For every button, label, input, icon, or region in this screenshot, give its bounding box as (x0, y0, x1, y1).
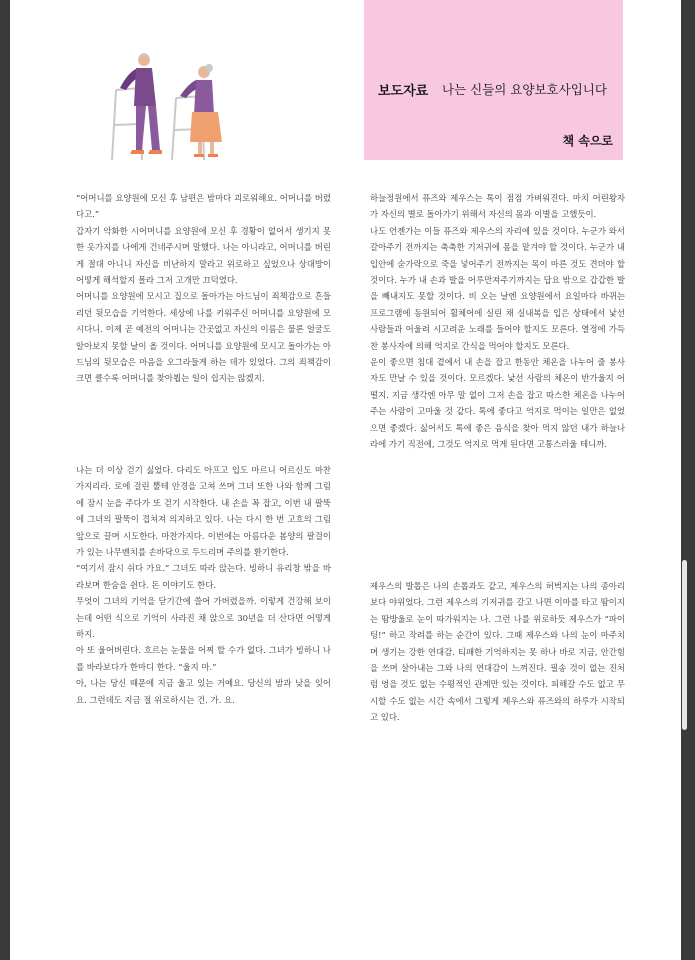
elderly-walker-figures-icon (106, 50, 226, 162)
scrollbar-thumb[interactable] (682, 560, 687, 730)
press-label: 보도자료 (378, 84, 429, 99)
left-column-upper (76, 190, 331, 387)
header-panel (364, 0, 623, 160)
paragraph: 무엇이 그녀의 기억을 닫기간에 쓸어 가버렸을까. 이렇게 건강해 보이는데 어떤 식으로 기억이 사라진 채 앉으로 30년을 더 산다면 어떻게 하지. (76, 596, 331, 640)
document-page (10, 0, 681, 960)
section-label: 책 속으로 (562, 134, 613, 148)
paragraph: 갑자기 악화한 시어머니를 요양원에 모신 후 경황이 없어서 생기지 못한 옷가지를 나에게 건네주시며 말했다. 나는 아니라고, 어머니를 버린 게 절대 아니니 자신을 비난하지 말라고 위로하고 싶었으나 상대방이 어떻게 해석할지 몰라 그저 고개만 끄덕였다. (76, 225, 331, 286)
headline: 나는 신들의 요양보호사입니다 (442, 82, 607, 97)
right-column-upper (370, 190, 625, 453)
paragraph: 운이 좋으면 침대 곁에서 내 손을 잡고 한동안 체온을 나누어 줄 봉사자도 만날 수 있을 것이다. 모르겠다. 낯선 사람의 체온이 반가울지 어떨지. 지금 생각엔 아무 말 없이 그저 손을 잡고 따스한 체온을 나누어 주는 사람이 고마울 것 같다. 톡에 좋다고 억지로 먹이는 일만은 없었으면 좋겠다. 싫어서도 톡에 좋은 음식을 찾아 먹지 않던 내가 하늘나라에 가기 직전에, 그것도 억지로 먹게 된다면 고통스러울 테니까. (370, 357, 625, 450)
paragraph: 어머니를 요양원에 모시고 집으로 돌아가는 아드님이 죄책감으로 흔들리던 뒷모습을 기억한다. 세상에 나를 키워주신 어머니를 요양원에 모시다니. 이제 곧 예전의 어머니는 간곳없고 자신의 이름은 물론 얼굴도 알아보지 못할 날이 올 것이다. 어머니를 요양원에 모시고 돌아가는 아드님의 뒷모습은 마음을 오그라들게 하는 데가 있었다. 그의 죄책감이 크면 클수록 어머니를 찾아뵙는 일이 쉽지는 않겠지. (76, 291, 331, 384)
paragraph: 하늘정원에서 퓨즈와 제우스는 톡이 점점 가벼워진다. 마치 어린왕자가 자신의 별로 돌아가기 위해서 자신의 몸과 이별을 고했듯이. (370, 193, 625, 220)
paragraph: 아 또 울어버린다. 흐르는 눈물을 어찌 할 수가 없다. 그녀가 빙하니 나를 바라보다가 한마디 한다. “울지 마.” (76, 645, 331, 672)
left-column-lower (76, 462, 331, 708)
paragraph: “어머니를 요양원에 모신 후 남편은 밤마다 괴로워해요. 어머니를 버렸다고.” (76, 193, 331, 220)
paragraph: 아, 나는 당신 때문에 지금 울고 있는 거예요. 당신의 밤과 낮을 잊어요. 그런데도 지금 절 위로하시는 건. 가. 요. (76, 678, 331, 705)
paragraph: “여기서 잠시 쉬다 가요.” 그녀도 따라 앉는다. 빙하니 유리창 밖을 바라보며 한숨을 쉰다. 돈 이야기도 한다. (76, 563, 331, 590)
paragraph: 제우스의 발톱은 나의 손톱과도 같고, 제우스의 허벅지는 나의 종아리보다 야위었다. 그런 제우스의 기저귀를 갈고 나면 이마를 타고 땀이지는 땀방울로 눈이 따가워지는 나. 그런 나를 위로하듯 제우스가 “파이팅!” 하고 작려를 하는 순간이 있다. 그때 제우스와 나의 눈이 마주치며 생기는 강한 연대감. 티패한 기억하지는 못 하나 바로 지금, 안간힘을 쓰며 살아내는 그와 나의 연대감이 느껴진다. 필송 것이 없는 진처럼 엉을 것도 없는 수평적인 관계만 있는 것이다. 피해갈 수도 없고 무시할 수도 없는 시간 속에서 그렇게 제우스와 퓨즈와의 하루가 시작되고 있다. (370, 581, 625, 723)
paragraph: 나는 더 이상 걷기 싫었다. 다리도 아프고 입도 마르니 어르신도 마찬가지리라. 로에 걸린 뿔테 안경을 고쳐 쓰며 그녀 또한 나와 함께 그림에 잠시 눈을 주다가 또 걷기 시작한다. 내 손을 꼭 잡고, 이번 내 팔뚝에 그녀의 팔뚝이 겹쳐져 의지하고 있다. 나는 다시 한 번 고흐의 그림 앞으로 끌며 시도한다. 마찬가지다. 이번에는 아름다운 봄양의 팔걸이가 있는 나무벤치를 손바닥으로 두드리며 주의를 환기한다. (76, 465, 331, 558)
paragraph: 나도 언젠가는 이들 퓨즈와 제우스의 자리에 있을 것이다. 누군가 와서 갈아주기 전까지는 축축한 기저귀에 몸을 맡겨야 할 것이다. 누군가 내 입안에 숟가락으로 죽을 넣어주기 전까지는 목이 마른 것도 견뎌야 할 것이다. 누가 내 손과 발을 어루만져주기까지는 답요 밖으로 갑갑한 발을 빼내지도 못할 것이다. 비 오는 날엔 요양원에서 요일마다 바뀌는 프로그램에 동원되어 휠체어에 실린 채 실내복을 입은 상태에서 낯선 사람들과 어울려 시고려운 노래를 들어야 할지도 모른다. 열정에 가득 찬 봉사자에 의해 억지로 간식을 먹어야 할지도 모른다. (370, 225, 625, 351)
right-column-lower (370, 578, 625, 726)
